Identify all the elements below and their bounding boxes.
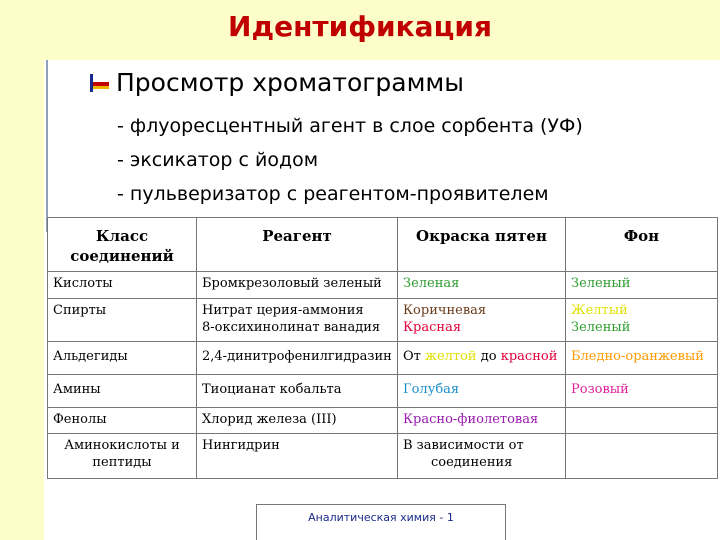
- class-line: пептиды: [92, 455, 152, 470]
- slide-heading: Просмотр хроматограммы: [116, 68, 465, 97]
- header-class: Класс соединений: [48, 218, 197, 272]
- header-spot-color: Окраска пятен: [398, 218, 566, 272]
- header-background: Фон: [566, 218, 718, 272]
- table-header-row: [48, 218, 718, 272]
- vertical-divider: [46, 60, 48, 232]
- subpoint-sprayer: - пульверизатор с реагентом-проявителем: [117, 183, 549, 205]
- cell-spot-color: [398, 299, 566, 342]
- table-row: [48, 299, 718, 342]
- spot-to: до: [480, 349, 497, 364]
- cell-background: Зеленый: [566, 272, 718, 299]
- spot-from: От: [403, 349, 421, 364]
- cell-background: Бледно-оранжевый: [566, 342, 718, 375]
- cell-reagent: Хлорид железа (III): [197, 408, 398, 434]
- cell-spot-color: [398, 342, 566, 375]
- background-line: Зеленый: [571, 320, 631, 335]
- cell-class: Фенолы: [48, 408, 197, 434]
- cell-spot-color: Зеленая: [398, 272, 566, 299]
- cell-background: [566, 408, 718, 434]
- cell-spot-color: [398, 434, 566, 479]
- slide-footer: Аналитическая химия - 1: [256, 504, 506, 540]
- reagent-line: 8-оксихинолинат ванадия: [202, 320, 381, 335]
- subpoint-uv: - флуоресцентный агент в слое сорбента (УФ): [117, 115, 583, 137]
- spot-line: Красная: [403, 320, 462, 335]
- class-line: Аминокислоты и: [64, 438, 180, 453]
- spot-line: Коричневая: [403, 303, 487, 318]
- cell-reagent: Нингидрин: [197, 434, 398, 479]
- spot-line: соединения: [431, 455, 513, 470]
- pencil-bullet-icon: [88, 72, 110, 94]
- cell-reagent: 2,4-динитрофенилгидразин: [197, 342, 398, 375]
- reagent-line: Нитрат церия-аммония: [202, 303, 364, 318]
- spot-red: красной: [500, 349, 558, 364]
- cell-spot-color: Голубая: [398, 375, 566, 408]
- cell-reagent: Тиоцианат кобальта: [197, 375, 398, 408]
- table-row: [48, 408, 718, 434]
- spot-yellow: желтой: [425, 349, 477, 364]
- table-row: [48, 375, 718, 408]
- header-reagent: Реагент: [197, 218, 398, 272]
- cell-reagent: Бромкрезоловый зеленый: [197, 272, 398, 299]
- cell-class: Амины: [48, 375, 197, 408]
- cell-background: [566, 434, 718, 479]
- cell-class: Кислоты: [48, 272, 197, 299]
- cell-class: [48, 434, 197, 479]
- table-row: [48, 272, 718, 299]
- spot-line: В зависимости от: [403, 438, 524, 453]
- subpoint-iodine: - эксикатор с йодом: [117, 149, 319, 171]
- table-row: [48, 342, 718, 375]
- cell-class: Альдегиды: [48, 342, 197, 375]
- cell-reagent: [197, 299, 398, 342]
- left-accent-band: [0, 60, 44, 540]
- detection-table: [47, 217, 718, 479]
- cell-background: Розовый: [566, 375, 718, 408]
- background-line: Желтый: [571, 303, 628, 318]
- cell-spot-color: Красно-фиолетовая: [398, 408, 566, 434]
- cell-class: Спирты: [48, 299, 197, 342]
- slide-title: Идентификация: [228, 10, 492, 43]
- cell-background: [566, 299, 718, 342]
- table-row: [48, 434, 718, 479]
